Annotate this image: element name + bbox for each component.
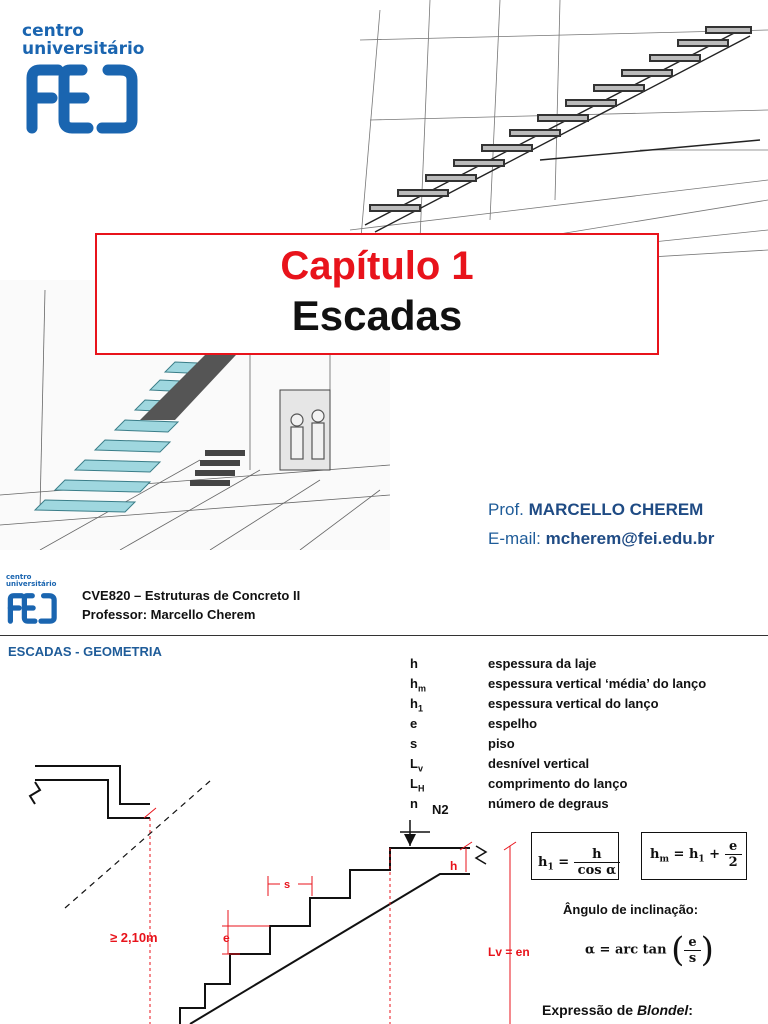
fei-logo-mark-icon bbox=[22, 62, 150, 134]
legend-description: espessura vertical do lanço bbox=[488, 696, 659, 711]
landing-label: N2 bbox=[432, 802, 449, 817]
legend-symbol: $h_1$ bbox=[410, 696, 423, 714]
dashed-slope-line bbox=[65, 781, 210, 908]
thickness-label: h bbox=[450, 859, 458, 873]
chapter-subject: Escadas bbox=[291, 292, 463, 339]
legend-description: número de degraus bbox=[488, 796, 609, 811]
professor-prefix: Prof. bbox=[488, 500, 529, 519]
tread-label: s bbox=[284, 879, 291, 891]
blondel-label: Expressão de Blondel: bbox=[542, 1002, 693, 1018]
formula-hm: $h_m = h_1$ + $\frac{e}{2}$ bbox=[641, 832, 747, 880]
alpha-formula: α = arc tan ( $\frac{e}{s}$ ) bbox=[585, 930, 714, 970]
chapter-title: Capítulo 1 bbox=[280, 244, 474, 288]
legend-symbol: s bbox=[410, 736, 418, 751]
legend-symbol: e bbox=[410, 716, 418, 731]
fei-logo-small-mark-icon bbox=[6, 590, 62, 626]
riser-label: e bbox=[223, 931, 230, 945]
stair-diagram bbox=[0, 746, 540, 1024]
legend-description: espelho bbox=[488, 716, 538, 731]
level-marker-n2 bbox=[400, 802, 449, 846]
staircase-sketch-top bbox=[340, 0, 768, 260]
email-line bbox=[488, 529, 714, 549]
section-title: ESCADAS - GEOMETRIA bbox=[8, 644, 162, 659]
course-name: CVE820 – Estruturas de Concreto II bbox=[82, 588, 301, 603]
geometry-slide bbox=[0, 566, 768, 1024]
course-professor: Professor: Marcello Cherem bbox=[82, 607, 256, 622]
logo-text-universitario: universitário bbox=[22, 39, 145, 59]
legend-description: espessura vertical ‘média’ do lanço bbox=[488, 676, 707, 691]
logo-small-text-centro: centro bbox=[6, 573, 32, 581]
legend-symbol: $L_H$ bbox=[410, 776, 425, 794]
legend-symbol: $h_m$ bbox=[410, 676, 426, 694]
professor-line bbox=[488, 500, 703, 520]
legend-symbol: $L_v$ bbox=[410, 756, 423, 774]
legend-description: desnível vertical bbox=[488, 756, 590, 771]
formula-h1: $h_1$ = $\frac{h}{\text{cos α}}$ bbox=[531, 832, 619, 880]
angle-title: Ângulo de inclinação: bbox=[563, 902, 699, 917]
header-divider bbox=[0, 635, 768, 636]
logo-small-text-universitario: universitário bbox=[6, 580, 57, 588]
professor-name: MARCELLO CHEREM bbox=[528, 500, 704, 519]
email-address[interactable]: mcherem@fei.edu.br bbox=[545, 529, 715, 548]
fei-logo bbox=[22, 22, 152, 137]
fei-logo-small bbox=[6, 574, 62, 626]
logo-text-centro: centro bbox=[22, 21, 84, 41]
legend-description: comprimento do lanço bbox=[488, 776, 628, 791]
legend-description: espessura da laje bbox=[488, 656, 597, 671]
legend-symbol: n bbox=[410, 796, 418, 811]
legend-description: piso bbox=[488, 736, 515, 751]
legend-symbol: h bbox=[410, 656, 418, 671]
clearance-label: ≥ 2,10m bbox=[110, 930, 158, 945]
email-prefix: E-mail: bbox=[488, 529, 546, 548]
title-box bbox=[95, 233, 659, 355]
height-label: Lv = en bbox=[488, 945, 530, 959]
